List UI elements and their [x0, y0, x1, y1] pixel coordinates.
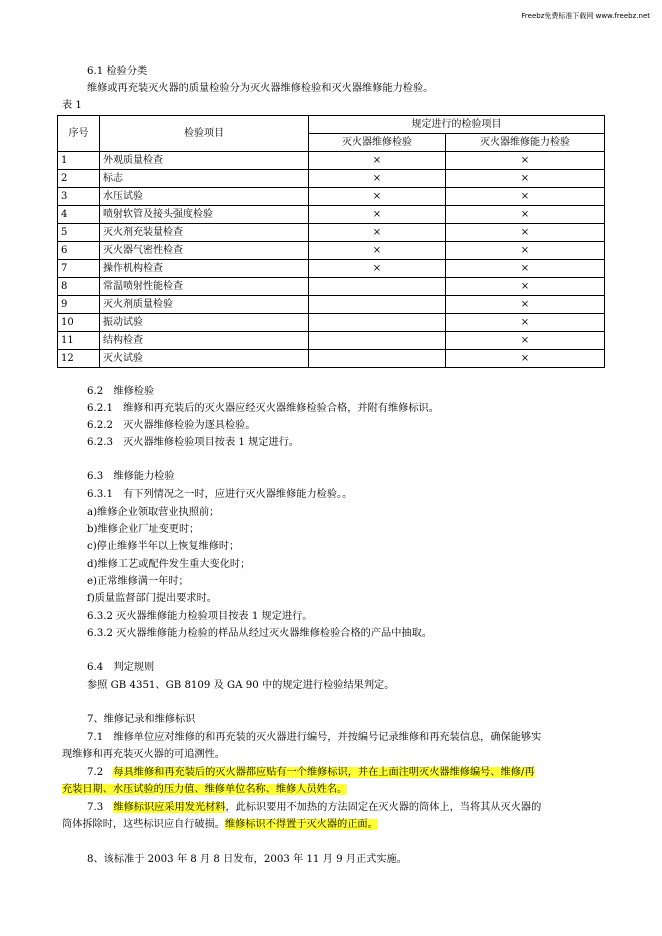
row-capability-mark: ×	[446, 314, 605, 332]
row-capability-mark: ×	[446, 152, 605, 170]
row-no: 10	[58, 314, 100, 332]
table-row	[58, 188, 605, 206]
clause-6-3-2-b: 6.3.2 灭火器维修能力检验的样品从经过灭火器维修检验合格的产品中抽取。	[87, 628, 432, 639]
section-6-1-title: 6.1 检验分类	[87, 66, 148, 77]
table-row	[58, 332, 605, 350]
table-row	[58, 242, 605, 260]
row-item: 灭火剂充装量检查	[100, 224, 309, 242]
inspection-table	[57, 115, 605, 368]
plain-text: ，此标识要用不加热的方法固定在灭火器的筒体上，当将其从灭火器的	[225, 802, 542, 813]
clause-6-3-2-a: 6.3.2 灭火器维修能力检验项目按表 1 规定进行。	[87, 611, 313, 622]
clause-7-2-line2	[62, 783, 347, 797]
clause-6-2-2: 6.2.2 灭火器维修检验为逐具检验。	[87, 420, 256, 431]
row-capability-mark: ×	[446, 188, 605, 206]
row-item: 灭火试验	[100, 350, 309, 368]
clause-7-3-line1	[87, 801, 541, 815]
row-no: 12	[58, 350, 100, 368]
row-item: 水压试验	[100, 188, 309, 206]
row-item: 振动试验	[100, 314, 309, 332]
highlighted-text: 维修标识不得置于灭火器的正面。	[225, 819, 378, 830]
section-8-text: 8、该标准于 2003 年 8 月 8 日发布，2003 年 11 月 9 月正式实施。	[87, 854, 407, 865]
table-row	[58, 296, 605, 314]
table-row	[58, 152, 605, 170]
col-header-repair: 灭火器维修检验	[309, 134, 446, 152]
list-item-d: d)维修工艺或配件发生重大变化时；	[87, 559, 251, 570]
row-repair-mark: ×	[309, 242, 446, 260]
row-item: 灭火剂质量检验	[100, 296, 309, 314]
plain-text: 筒体拆除时，这些标识应自行破损。	[62, 819, 225, 830]
col-header-item: 检验项目	[100, 116, 309, 152]
row-item: 结构检查	[100, 332, 309, 350]
row-no: 9	[58, 296, 100, 314]
table-row	[58, 206, 605, 224]
row-repair-mark: ×	[309, 206, 446, 224]
clause-6-2-1: 6.2.1 维修和再充装后的灭火器应经灭火器维修检验合格，并附有维修标识。	[87, 403, 439, 414]
row-no: 5	[58, 224, 100, 242]
highlighted-text: 维修标识应采用发光材料	[113, 802, 226, 813]
table-row	[58, 278, 605, 296]
row-capability-mark: ×	[446, 242, 605, 260]
row-capability-mark: ×	[446, 350, 605, 368]
row-repair-mark: ×	[309, 224, 446, 242]
table-row	[58, 170, 605, 188]
table-row	[58, 314, 605, 332]
row-no: 4	[58, 206, 100, 224]
section-6-4-title: 6.4 判定规则	[87, 662, 155, 673]
row-repair-mark: ×	[309, 170, 446, 188]
row-no: 3	[58, 188, 100, 206]
table-row	[58, 260, 605, 278]
row-repair-mark: ×	[309, 152, 446, 170]
highlighted-text: 充装日期、水压试验的压力值、维修单位名称、维修人员姓名。	[62, 784, 348, 795]
col-header-capability: 灭火器维修能力检验	[446, 134, 605, 152]
list-item-e: e)正常维修满一年时；	[87, 576, 189, 587]
row-no: 7	[58, 260, 100, 278]
row-capability-mark: ×	[446, 260, 605, 278]
section-7-title: 7、维修记录和维修标识	[87, 714, 196, 725]
row-item: 标志	[100, 170, 309, 188]
row-capability-mark: ×	[446, 296, 605, 314]
row-item: 外观质量检查	[100, 152, 309, 170]
row-repair-mark	[309, 332, 446, 350]
row-no: 8	[58, 278, 100, 296]
clause-7-2-line1	[87, 766, 535, 780]
section-6-3-title: 6.3 维修能力检验	[87, 471, 175, 482]
col-header-group: 规定进行的检验项目	[309, 116, 605, 134]
row-no: 11	[58, 332, 100, 350]
row-repair-mark: ×	[309, 188, 446, 206]
row-repair-mark: ×	[309, 260, 446, 278]
section-6-2-title: 6.2 维修检验	[87, 386, 155, 397]
clause-7-3-number: 7.3	[87, 802, 114, 813]
row-capability-mark: ×	[446, 206, 605, 224]
list-item-b: b)维修企业厂址变更时；	[87, 524, 200, 535]
table-caption: 表 1	[62, 100, 82, 111]
row-item: 喷射软管及接头强度检验	[100, 206, 309, 224]
row-capability-mark: ×	[446, 278, 605, 296]
list-item-c: c)停止维修半年以上恢复维修时；	[87, 541, 240, 552]
row-repair-mark	[309, 296, 446, 314]
row-repair-mark	[309, 314, 446, 332]
clause-7-1-line1: 7.1 维修单位应对维修的和再充装的灭火器进行编号，并按编号记录维修和再充装信息，确保能够实	[87, 732, 542, 743]
section-6-1-text: 维修或再充装灭火器的质量检验分为灭火器维修检验和灭火器维修能力检验。	[87, 83, 434, 94]
row-repair-mark	[309, 278, 446, 296]
section-6-4-text: 参照 GB 4351、GB 8109 及 GA 90 中的规定进行检验结果判定。	[87, 680, 395, 691]
row-item: 灭火器气密性检查	[100, 242, 309, 260]
clause-7-1-line2: 现维修和再充装灭火器的可追溯性。	[62, 749, 225, 760]
clause-7-2-number: 7.2	[87, 767, 114, 778]
row-capability-mark: ×	[446, 332, 605, 350]
row-capability-mark: ×	[446, 224, 605, 242]
col-header-no: 序号	[58, 116, 100, 152]
list-item-f: f)质量监督部门提出要求时。	[87, 593, 217, 604]
row-item: 操作机构检查	[100, 260, 309, 278]
row-no: 6	[58, 242, 100, 260]
clause-6-3-1: 6.3.1 有下列情况之一时，应进行灭火器维修能力检验。。	[87, 489, 353, 500]
table-row	[58, 350, 605, 368]
highlighted-text: 每具维修和再充装后的灭火器都应贴有一个维修标识，并在上面注明灭火器维修编号、维修/再	[113, 767, 535, 778]
site-header: Freebz免费标准下载网 www.freebz.net	[521, 12, 650, 20]
row-no: 1	[58, 152, 100, 170]
clause-6-2-3: 6.2.3 灭火器维修检验项目按表 1 规定进行。	[87, 437, 300, 448]
clause-7-3-line2	[62, 818, 378, 832]
table-row	[58, 224, 605, 242]
row-capability-mark: ×	[446, 170, 605, 188]
row-item: 常温喷射性能检查	[100, 278, 309, 296]
list-item-a: a)维修企业领取营业执照前；	[87, 507, 220, 518]
row-no: 2	[58, 170, 100, 188]
row-repair-mark	[309, 350, 446, 368]
